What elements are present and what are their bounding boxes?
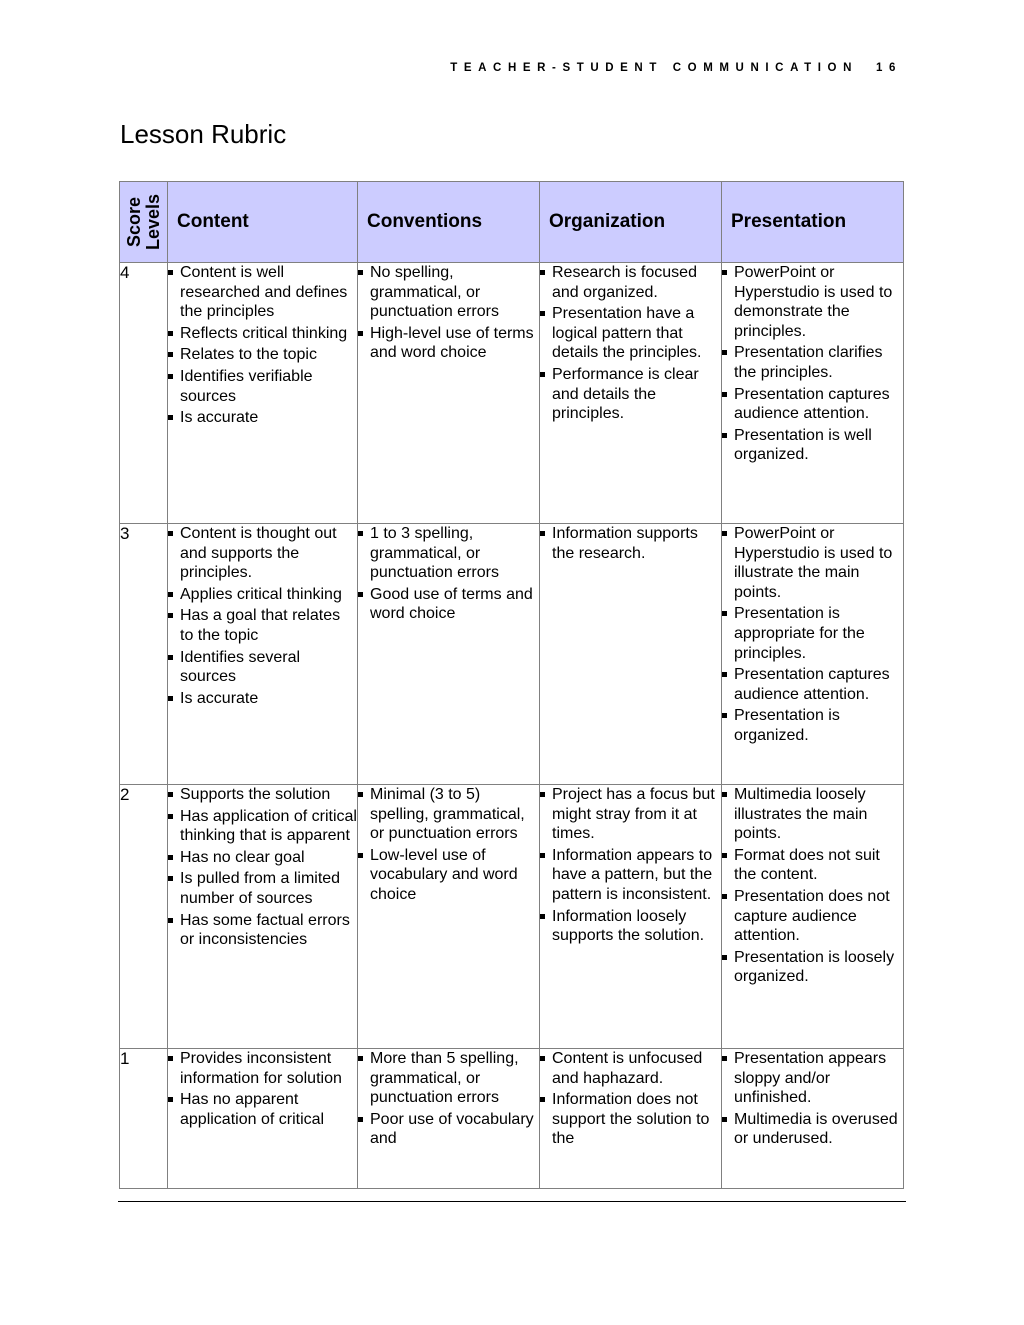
presentation-cell (722, 785, 904, 1049)
list-item: Presentation is organized. (722, 706, 903, 745)
list-item: Information supports the research. (540, 524, 721, 563)
content-cell (168, 524, 358, 785)
bullet-list (358, 524, 539, 624)
column-header-content: Content (168, 182, 358, 263)
bullet-list (168, 524, 357, 708)
list-item: Content is well researched and defines the principles (168, 263, 357, 322)
list-item: PowerPoint or Hyperstudio is used to illustrate the main points. (722, 524, 903, 602)
list-item: Has no apparent application of critical (168, 1090, 357, 1129)
organization-cell (540, 263, 722, 524)
list-item: 1 to 3 spelling, grammatical, or punctuation errors (358, 524, 539, 583)
organization-cell (540, 1049, 722, 1189)
column-header-conventions: Conventions (358, 182, 540, 263)
list-item: Has application of critical thinking that is apparent (168, 807, 357, 846)
list-item: Presentation does not capture audience attention. (722, 887, 903, 946)
list-item: Is pulled from a limited number of sources (168, 869, 357, 908)
content-cell (168, 263, 358, 524)
list-item: Presentation have a logical pattern that details the principles. (540, 304, 721, 363)
bullet-list (540, 785, 721, 946)
list-item: Provides inconsistent information for solution (168, 1049, 357, 1088)
content-cell (168, 1049, 358, 1189)
score-level: 3 (120, 524, 168, 785)
list-item: Low-level use of vocabulary and word choice (358, 846, 539, 905)
presentation-cell (722, 524, 904, 785)
conventions-cell (358, 263, 540, 524)
column-header-presentation: Presentation (722, 182, 904, 263)
list-item: Has no clear goal (168, 848, 357, 868)
list-item: High-level use of terms and word choice (358, 324, 539, 363)
list-item: Presentation is well organized. (722, 426, 903, 465)
score-level: 4 (120, 263, 168, 524)
list-item: Reflects critical thinking (168, 324, 357, 344)
bullet-list (168, 1049, 357, 1129)
bullet-list (358, 785, 539, 905)
list-item: Supports the solution (168, 785, 357, 805)
organization-cell (540, 785, 722, 1049)
list-item: Presentation is loosely organized. (722, 948, 903, 987)
document-title: Lesson Rubric (120, 119, 287, 149)
list-item: Identifies verifiable sources (168, 367, 357, 406)
list-item: Presentation appears sloppy and/or unfinished. (722, 1049, 903, 1108)
presentation-cell (722, 263, 904, 524)
score-level: 1 (120, 1049, 168, 1189)
list-item: Applies critical thinking (168, 585, 357, 605)
score-levels-header (120, 182, 168, 263)
list-item: Is accurate (168, 408, 357, 428)
table-row (120, 263, 904, 524)
bullet-list (540, 1049, 721, 1149)
running-title: TEACHER-STUDENT COMMUNICATION (450, 62, 858, 74)
bullet-list (540, 263, 721, 424)
content-cell (168, 785, 358, 1049)
list-item: Multimedia is overused or underused. (722, 1110, 903, 1149)
list-item: Information loosely supports the solution. (540, 907, 721, 946)
list-item: More than 5 spelling, grammatical, or punctuation errors (358, 1049, 539, 1108)
list-item: Poor use of vocabulary and (358, 1110, 539, 1149)
table-row (120, 524, 904, 785)
bullet-list (168, 785, 357, 950)
page-number: 16 (876, 62, 902, 74)
bullet-list (722, 524, 903, 746)
bottom-rule (118, 1201, 906, 1202)
bullet-list (540, 524, 721, 563)
list-item: Has some factual errors or inconsistencies (168, 911, 357, 950)
list-item: Identifies several sources (168, 648, 357, 687)
conventions-cell (358, 785, 540, 1049)
list-item: Multimedia loosely illustrates the main points. (722, 785, 903, 844)
list-item: PowerPoint or Hyperstudio is used to demonstrate the principles. (722, 263, 903, 341)
bullet-list (722, 1049, 903, 1149)
list-item: Content is thought out and supports the principles. (168, 524, 357, 583)
list-item: Presentation clarifies the principles. (722, 343, 903, 382)
bullet-list (722, 785, 903, 987)
list-item: No spelling, grammatical, or punctuation errors (358, 263, 539, 322)
score-levels-label: Score Levels (123, 193, 163, 251)
organization-cell (540, 524, 722, 785)
list-item: Research is focused and organized. (540, 263, 721, 302)
list-item: Is accurate (168, 689, 357, 709)
list-item: Format does not suit the content. (722, 846, 903, 885)
list-item: Project has a focus but might stray from it at times. (540, 785, 721, 844)
list-item: Minimal (3 to 5) spelling, grammatical, or punctuation errors (358, 785, 539, 844)
rubric-table (119, 181, 904, 1189)
bullet-list (168, 263, 357, 428)
list-item: Has a goal that relates to the topic (168, 606, 357, 645)
bullet-list (358, 263, 539, 363)
conventions-cell (358, 524, 540, 785)
list-item: Performance is clear and details the principles. (540, 365, 721, 424)
list-item: Content is unfocused and haphazard. (540, 1049, 721, 1088)
list-item: Information does not support the solution to the (540, 1090, 721, 1149)
table-row (120, 785, 904, 1049)
bullet-list (358, 1049, 539, 1149)
list-item: Relates to the topic (168, 345, 357, 365)
list-item: Presentation captures audience attention. (722, 385, 903, 424)
header-row (120, 182, 904, 263)
running-header (450, 62, 902, 74)
conventions-cell (358, 1049, 540, 1189)
list-item: Information appears to have a pattern, but the pattern is inconsistent. (540, 846, 721, 905)
score-level: 2 (120, 785, 168, 1049)
bullet-list (722, 263, 903, 465)
presentation-cell (722, 1049, 904, 1189)
list-item: Good use of terms and word choice (358, 585, 539, 624)
table-row (120, 1049, 904, 1189)
list-item: Presentation is appropriate for the principles. (722, 604, 903, 663)
column-header-organization: Organization (540, 182, 722, 263)
list-item: Presentation captures audience attention. (722, 665, 903, 704)
